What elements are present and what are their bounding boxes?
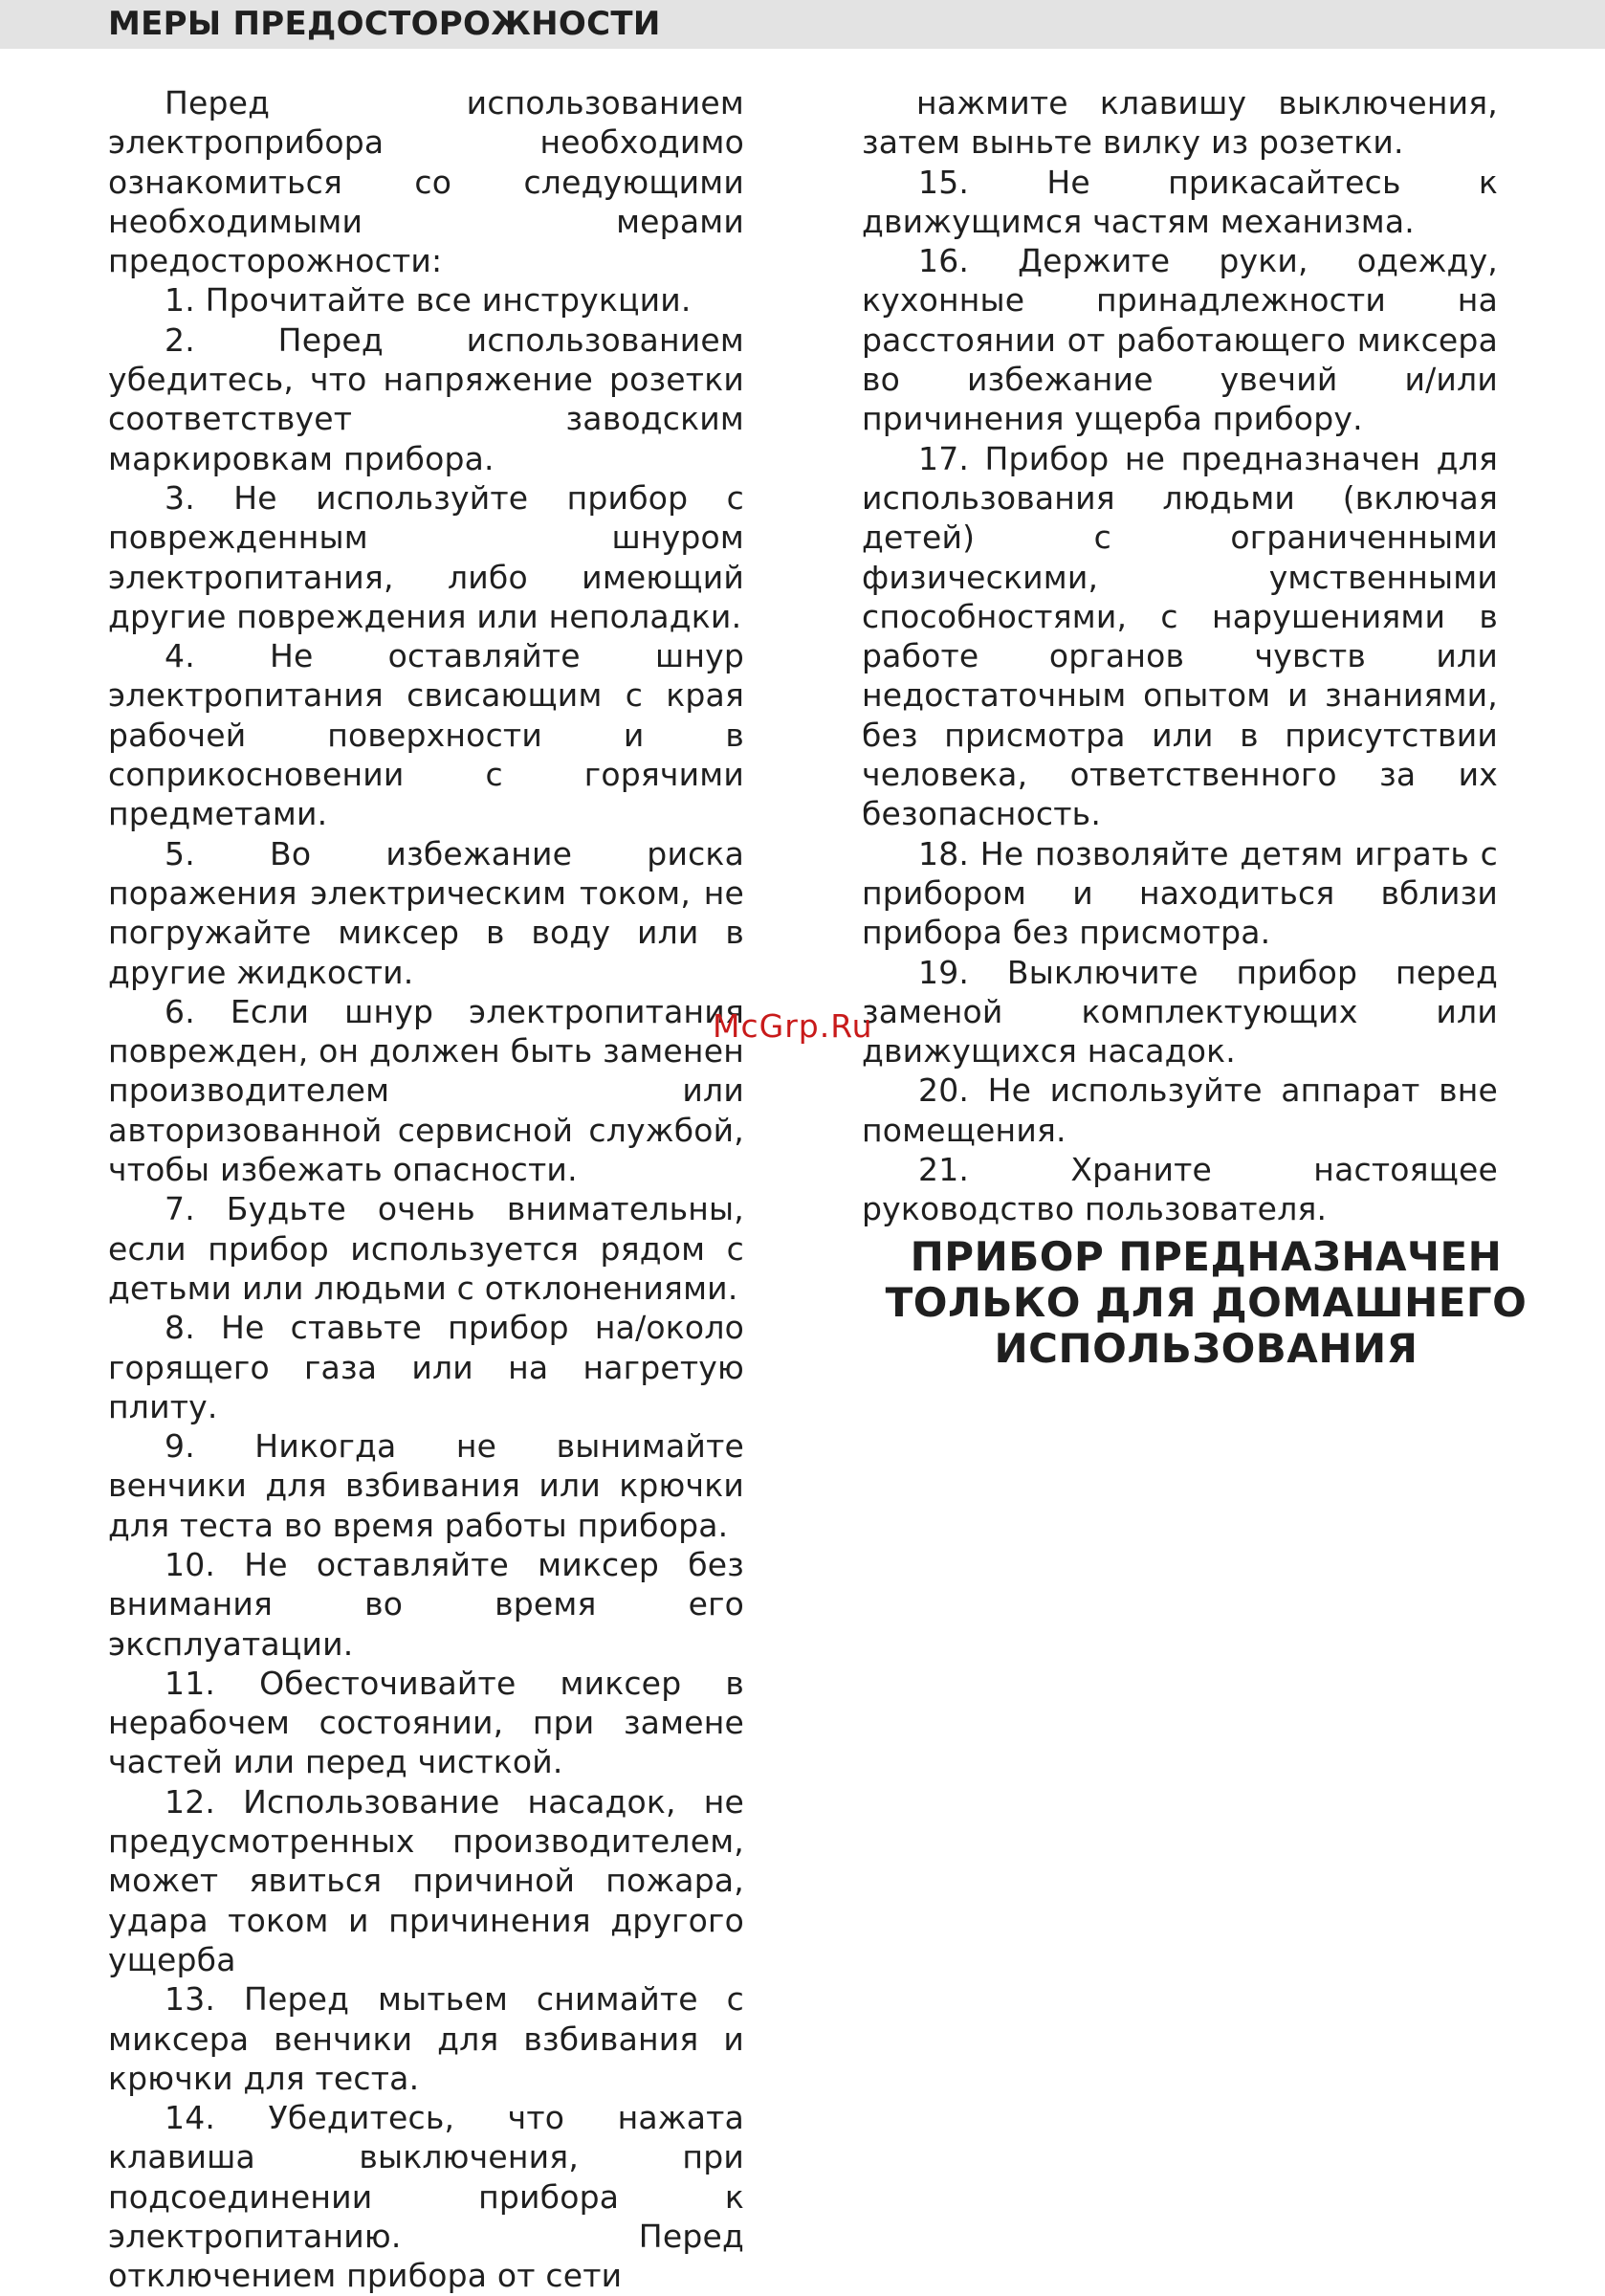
precaution-item: 8. Не ставьте прибор на/около горящего газа или на нагретую плиту. — [108, 1309, 744, 1425]
precaution-item: 9. Никогда не вынимайте венчики для взбивания или крючки для теста во время работы прибора. — [108, 1427, 744, 1544]
precaution-item: 4. Не оставляйте шнур электропитания свисающим с края рабочей поверхности и в соприкосновении с горячими предметами. — [108, 637, 744, 833]
precaution-item: 21. Храните настоящее руководство пользователя. — [862, 1151, 1498, 1228]
precaution-item: 3. Не используйте прибор с поврежденным шнуром электропитания, либо имеющий другие повреждения или неполадки. — [108, 478, 744, 635]
precaution-item: 18. Не позволяйте детям играть с прибором и находиться вблизи прибора без присмотра. — [862, 834, 1498, 952]
header-bar — [0, 0, 1605, 49]
right-column — [862, 83, 1498, 1229]
precaution-item: 11. Обесточивайте миксер в нерабочем состоянии, при замене частей или перед чисткой. — [108, 1664, 744, 1781]
precaution-item: 13. Перед мытьем снимайте с миксера венчики для взбивания и крючки для теста. — [108, 1980, 744, 2097]
left-column — [108, 83, 744, 2296]
precaution-item: 10. Не оставляйте миксер без внимания во время его эксплуатации. — [108, 1545, 744, 1663]
precaution-item: 5. Во избежание риска поражения электрическим током, не погружайте миксер в воду или в другие жидкости. — [108, 834, 744, 991]
precaution-item: 1. Прочитайте все инструкции. — [165, 281, 692, 320]
precaution-item: 19. Выключите прибор перед заменой комплектующих или движущихся насадок. — [862, 953, 1498, 1071]
notice-line: ПРИБОР ПРЕДНАЗНАЧЕН — [910, 1233, 1503, 1280]
precaution-item: 17. Прибор не предназначен для использования людьми (включая детей) с ограниченными физическими, умственными способностями, с нарушениями в работе органов чувств или недостаточным опытом и знаниями, без присмотра или в присутствии человека, ответственного за их безопасность. — [862, 439, 1498, 833]
precaution-item: 20. Не используйте аппарат вне помещения. — [862, 1071, 1498, 1149]
notice-line: ИСПОЛЬЗОВАНИЯ — [994, 1325, 1418, 1372]
household-use-notice — [862, 1234, 1550, 1372]
continuation-text: нажмите клавишу выключения, затем выньте вилку из розетки. — [862, 84, 1498, 162]
precaution-item: 15. Не прикасайтесь к движущимся частям механизма. — [862, 163, 1498, 240]
precaution-item: 6. Если шнур электропитания поврежден, он должен быть заменен производителем или авторизованной сервисной службой, чтобы избежать опасности. — [108, 992, 744, 1189]
intro-paragraph: Перед использованием электроприбора необходимо ознакомиться со следующими необходимыми мерами предосторожности: — [108, 84, 744, 280]
precaution-item: 14. Убедитесь, что нажата клавиша выключения, при подсоединении прибора к электропитанию. Перед отключением прибора от сети — [108, 2099, 744, 2295]
watermark: McGrp.Ru — [713, 1007, 873, 1045]
precaution-item: 16. Держите руки, одежду, кухонные принадлежности на расстоянии от работающего миксера во избежание увечий и/или причинения ущерба прибору. — [862, 242, 1498, 438]
precaution-item: 12. Использование насадок, не предусмотренных производителем, может явиться причиной пожара, удара током и причинения другого ущерба — [108, 1782, 744, 1978]
notice-line: ТОЛЬКО ДЛЯ ДОМАШНЕГО — [885, 1279, 1528, 1326]
precaution-item: 2. Перед использованием убедитесь, что напряжение розетки соответствует заводским маркировкам прибора. — [108, 320, 744, 477]
page-title: МЕРЫ ПРЕДОСТОРОЖНОСТИ — [108, 5, 661, 43]
precaution-item: 7. Будьте очень внимательны, если прибор используется рядом с детьми или людьми с отклонениями. — [108, 1190, 744, 1307]
